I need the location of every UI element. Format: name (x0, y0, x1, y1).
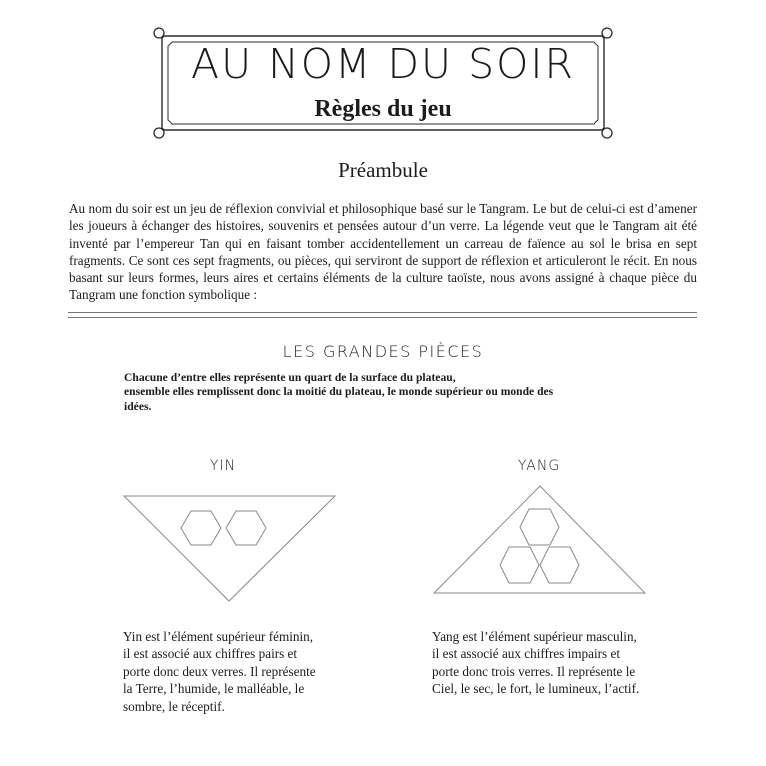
game-title: AU NOM DU SOIR (191, 40, 575, 88)
yang-glass-hexagon (520, 509, 559, 545)
yang-description-line: Ciel, le sec, le fort, le lumineux, l’actif. (432, 681, 640, 697)
yang-description-line: porte donc trois verres. Il représente le (432, 663, 636, 679)
preamble-paragraph: Au nom du soir est un jeu de réflexion convivial et philosophique basé sur le Tangram. Le but de celui-ci est d’amener les joueurs à échanger des histoires, souvenirs et pensées autour d’un verre. La légende veut que le Tangram ait été inventé par l’empereur Tan qui en faisant tomber accidentellement un carreau de faïence au sol le brisa en sept fragments. Ce sont ces sept fragments, ou pièces, qui serviront de support de réflexion et articuleront le récit. En nous basant sur leurs formes, leurs aires et certains éléments de la culture taoïste, nous avons assigné à chaque pièce du Tangram une fonction symbolique : (69, 201, 697, 303)
rules-subtitle: Règles du jeu (314, 96, 452, 122)
yin-description (123, 628, 338, 715)
yin-description-line: porte donc deux verres. Il représente (123, 663, 316, 679)
yin-title: YIN (209, 458, 237, 474)
yang-glass-hexagon (500, 547, 539, 583)
yang-description-line: Yang est l’élément supérieur masculin, (432, 629, 637, 644)
yang-triangle (434, 486, 645, 593)
yang-description-line: il est associé aux chiffres impairs et (432, 646, 620, 662)
yang-glass-hexagon (540, 547, 579, 583)
preamble-heading: Préambule (338, 158, 428, 182)
yang-description (432, 628, 657, 698)
yang-title: YANG (517, 458, 561, 474)
yin-description-line: la Terre, l’humide, le malléable, le (123, 681, 305, 697)
intro-line: ensemble elles remplissent donc la moitié du plateau, le monde supérieur ou monde des (124, 385, 554, 399)
yin-description-line: sombre, le réceptif. (123, 698, 225, 714)
intro-line: idées. (124, 399, 152, 413)
intro-line: Chacune d’entre elles représente un quart de la surface du plateau, (124, 371, 456, 384)
yin-description-line: il est associé aux chiffres pairs et (123, 646, 298, 662)
yin-description-line: Yin est l’élément supérieur féminin, (123, 629, 314, 644)
big-pieces-heading: LES GRANDES PIÈCES (282, 342, 484, 361)
